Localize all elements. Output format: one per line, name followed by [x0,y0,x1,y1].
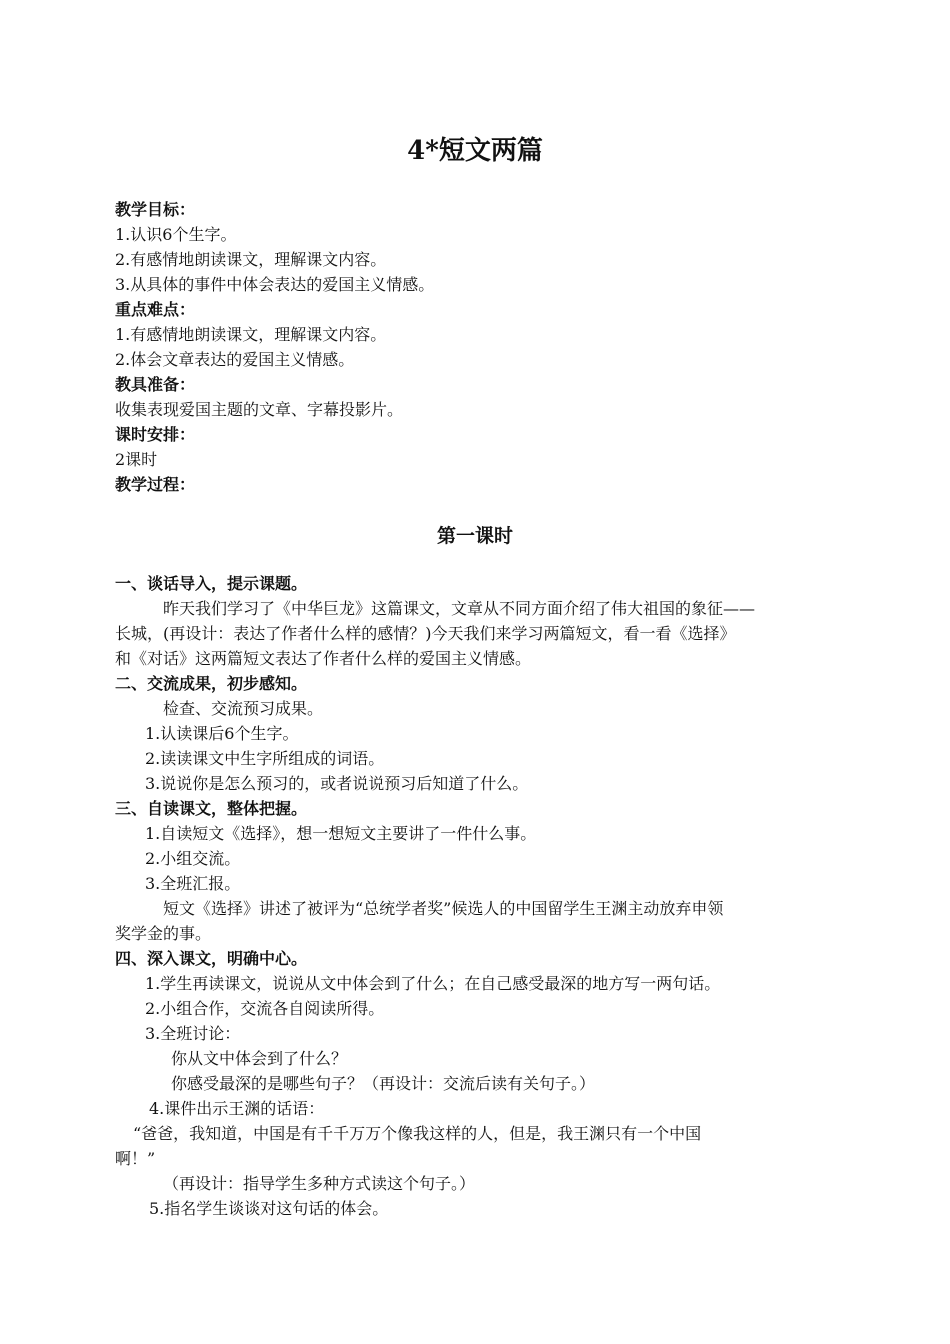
section-1-paragraph: 长城，(再设计：表达了作者什么样的感情？)今天我们来学习两篇短文，看一看《选择》 [115,624,736,643]
list-item: 2.小组合作，交流各自阅读所得。 [145,999,385,1018]
section-2-heading: 二、交流成果，初步感知。 [115,674,308,693]
section-1-heading: 一、谈话导入，提示课题。 [115,574,308,593]
list-item: 2.读读课文中生字所组成的词语。 [145,749,385,768]
schedule-text: 2课时 [115,450,158,469]
document-title: 4*短文两篇 [407,136,543,166]
process-heading: 教学过程： [115,475,196,494]
section-4-heading: 四、深入课文，明确中心。 [115,949,308,968]
list-item: 4.课件出示王渊的话语： [149,1099,325,1118]
key-point-item: 1.有感情地朗读课文，理解课文内容。 [115,325,387,344]
list-item: 2.小组交流。 [145,849,241,868]
section-1-paragraph: 昨天我们学习了《中华巨龙》这篇课文，文章从不同方面介绍了伟大祖国的象征—— [163,599,756,618]
list-item: 1.自读短文《选择》，想一想短文主要讲了一件什么事。 [145,824,537,843]
goals-heading: 教学目标： [115,200,196,219]
design-note: （再设计：指导学生多种方式读这个句子。） [163,1174,476,1193]
section-3-paragraph: 奖学金的事。 [115,924,212,943]
goal-item: 3.从具体的事件中体会表达的爱国主义情感。 [115,275,435,294]
list-item: 5.指名学生谈谈对这句话的体会。 [149,1199,389,1218]
lesson-body [115,571,840,1221]
section-3-paragraph: 短文《选择》讲述了被评为“总统学者奖”候选人的中国留学生王渊主动放弃申领 [163,899,724,918]
list-item: 3.说说你是怎么预习的，或者说说预习后知道了什么。 [145,774,529,793]
lesson-title: 第一课时 [436,525,513,547]
section-1-paragraph: 和《对话》这两篇短文表达了作者什么样的爱国主义情感。 [115,649,532,668]
key-points-heading: 重点难点： [115,300,196,319]
materials-heading: 教具准备： [115,375,196,394]
list-item: 1.认读课后6个生字。 [145,724,299,743]
goal-item: 2.有感情地朗读课文，理解课文内容。 [115,250,387,269]
quote-text: 啊！” [115,1149,156,1168]
goal-item: 1.认识6个生字。 [115,225,237,244]
discussion-question: 你从文中体会到了什么？ [171,1049,348,1068]
discussion-question: 你感受最深的是哪些句子？（再设计：交流后读有关句子。） [171,1074,596,1093]
list-item: 1.学生再读课文，说说从文中体会到了什么；在自己感受最深的地方写一两句话。 [145,974,721,993]
list-item: 3.全班汇报。 [145,874,241,893]
list-item: 3.全班讨论： [145,1024,241,1043]
schedule-heading: 课时安排： [115,425,196,444]
quote-text: “爸爸，我知道，中国是有千千万万个像我这样的人，但是，我王渊只有一个中国 [133,1124,702,1143]
materials-text: 收集表现爱国主题的文章、字幕投影片。 [115,400,404,419]
key-point-item: 2.体会文章表达的爱国主义情感。 [115,350,355,369]
lesson-overview [115,197,840,497]
section-2-intro: 检查、交流预习成果。 [163,699,324,718]
section-3-heading: 三、自读课文，整体把握。 [115,799,308,818]
